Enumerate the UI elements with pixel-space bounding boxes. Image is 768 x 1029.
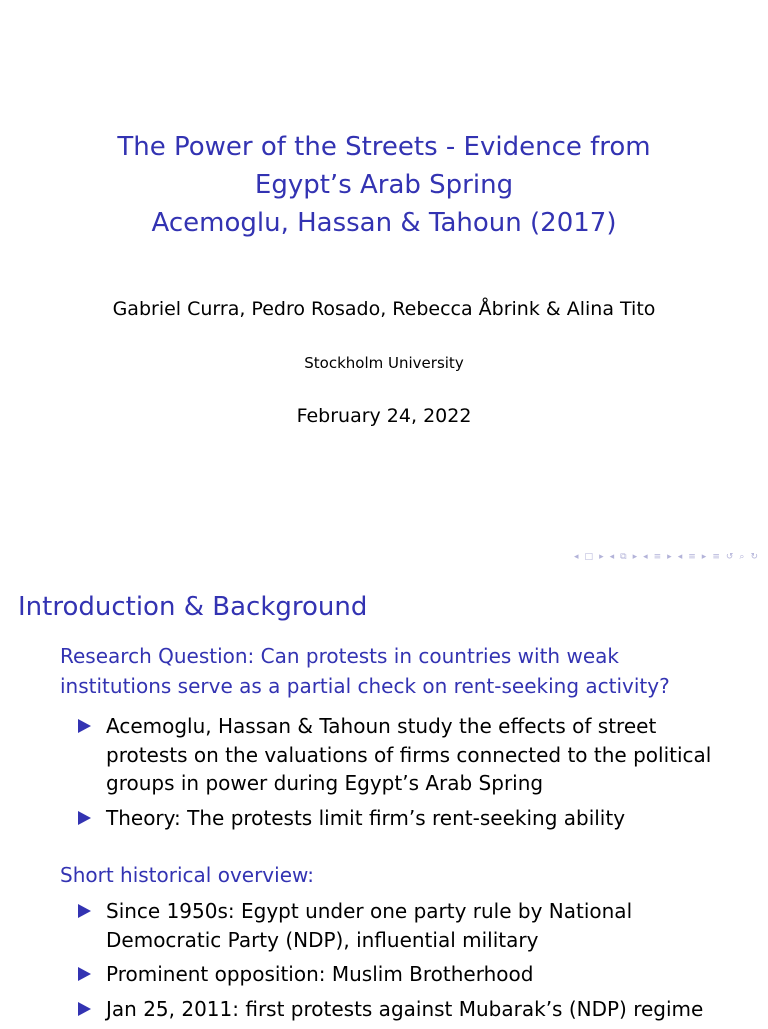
nav-subsection-icon[interactable]: ⧉ — [620, 552, 627, 562]
authors: Gabriel Curra, Pedro Rosado, Rebecca Åbrink & Alina Tito — [112, 298, 656, 320]
bullet-text: Jan 25, 2011: first protests against Mubarak’s (NDP) regime — [106, 996, 704, 1021]
content-slide — [0, 576, 768, 1024]
nav-back-icon[interactable]: ↺ — [725, 552, 734, 562]
research-question-line: Research Question: Can protests in countries with weak — [60, 644, 619, 668]
nav-next-appendix-icon[interactable]: ▸ — [701, 552, 707, 562]
research-question-line: institutions serve as a partial check on rent-seeking activity? — [60, 674, 670, 698]
nav-section-icon[interactable]: ≡ — [653, 552, 662, 562]
nav-forward-icon[interactable]: ↻ — [750, 552, 758, 562]
nav-prev-subsection-icon[interactable]: ◂ — [609, 552, 615, 562]
list-item — [76, 960, 736, 989]
presentation-date: February 24, 2022 — [296, 405, 472, 427]
nav-prev-section-icon[interactable]: ◂ — [643, 552, 648, 562]
beamer-navigation-bar — [574, 552, 758, 562]
nav-frame-icon[interactable]: □ — [584, 552, 594, 562]
history-bullet-list — [76, 897, 736, 1029]
frame-title: Introduction & Background — [18, 592, 368, 622]
nav-next-subsection-icon[interactable]: ▸ — [632, 552, 638, 562]
title-line: The Power of the Streets - Evidence from — [117, 132, 651, 162]
nav-document-icon[interactable]: ≡ — [712, 552, 720, 562]
list-item — [76, 712, 736, 798]
research-question — [60, 641, 750, 701]
bullet-text: Theory: The protests limit firm’s rent-seeking ability — [106, 805, 626, 830]
historical-overview-heading: Short historical overview: — [60, 863, 315, 887]
bullet-triangle-icon — [78, 904, 91, 918]
bullet-text: Prominent opposition: Muslim Brotherhood — [106, 962, 534, 986]
bullet-triangle-icon — [78, 967, 91, 981]
bullet-text: Acemoglu, Hassan & Tahoun study the effects of street protests on the valuations of firms connected to the political groups in power during Egypt’s Arab Spring — [106, 714, 712, 795]
nav-search-icon[interactable]: ⌕ — [739, 552, 745, 562]
list-item — [76, 897, 736, 954]
bullet-triangle-icon — [78, 811, 91, 825]
bullet-triangle-icon — [78, 719, 91, 733]
list-item — [76, 995, 736, 1024]
nav-appendix-icon[interactable]: ≡ — [688, 552, 696, 562]
bullet-triangle-icon — [78, 1002, 91, 1016]
nav-prev-frame-icon[interactable]: ◂ — [574, 552, 579, 562]
bullet-text: Since 1950s: Egypt under one party rule by National Democratic Party (NDP), influential military — [106, 899, 633, 952]
presentation-title — [0, 128, 768, 242]
nav-next-frame-icon[interactable]: ▸ — [599, 552, 604, 562]
title-line: Egypt’s Arab Spring — [254, 170, 514, 200]
institute: Stockholm University — [304, 354, 464, 372]
title-line: Acemoglu, Hassan & Tahoun (2017) — [151, 208, 617, 238]
list-item — [76, 804, 736, 833]
study-bullet-list — [76, 712, 736, 838]
nav-next-section-icon[interactable]: ▸ — [667, 552, 672, 562]
nav-prev-appendix-icon[interactable]: ◂ — [677, 552, 683, 562]
